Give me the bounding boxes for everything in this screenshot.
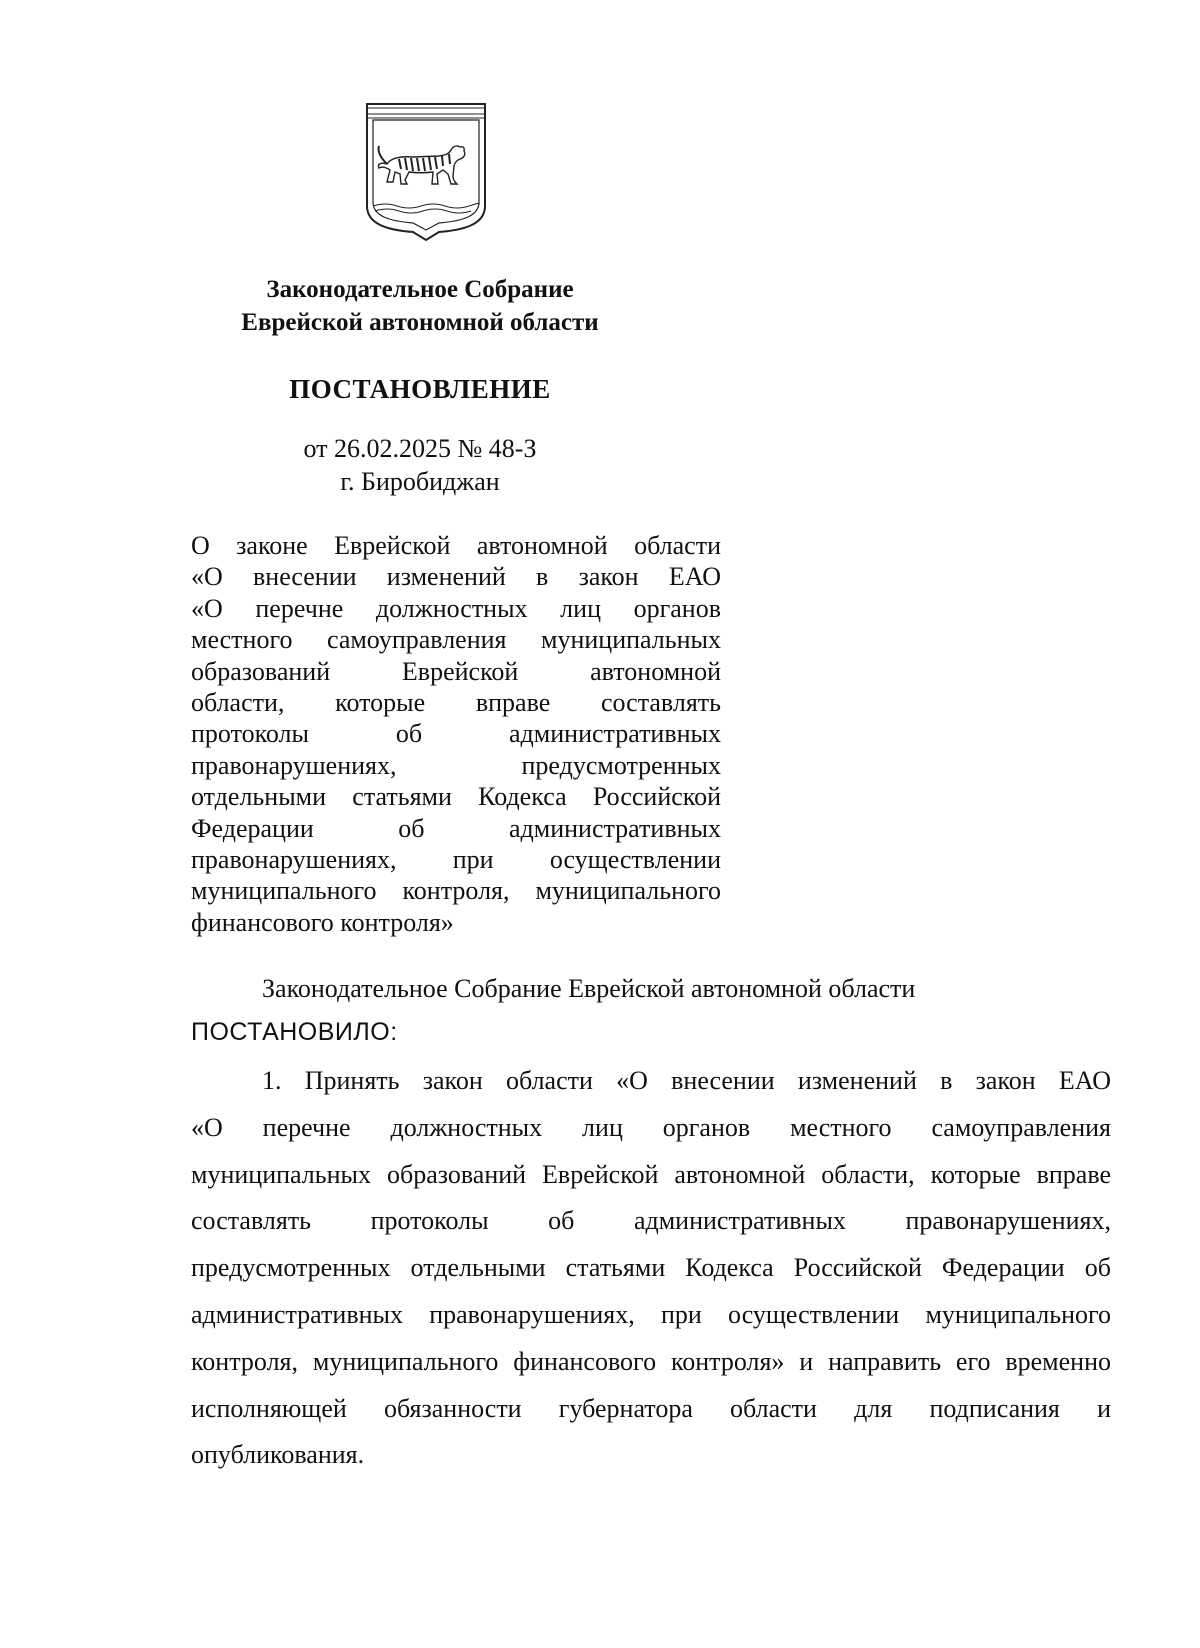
subject-line: местного самоуправления муниципальных [191,625,721,655]
paragraph-line: опубликования. [191,1440,365,1470]
subject-line: муниципального контроля, муниципального [191,876,721,906]
document-date-block [200,432,640,498]
subject-line: отдельными статьями Кодекса Российской [191,782,721,812]
paragraph-line: контроля, муниципального финансового контроля» и направить его временно [191,1346,1111,1376]
decree-word: ПОСТАНОВИЛО: [191,1018,398,1046]
subject-line: протоколы об административных [191,719,721,749]
coat-of-arms-icon [365,102,487,242]
subject-line: правонарушениях, при осуществлении [191,845,721,875]
document-date-number: от 26.02.2025 № 48-З [303,434,537,463]
paragraph-line: 1. Принять закон области «О внесении изменений в закон ЕАО [262,1066,1111,1095]
document-city: г. Биробиджан [340,467,500,496]
organization-name [200,273,640,339]
paragraph-line: исполняющей обязанности губернатора области для подписания и [191,1393,1111,1423]
subject-line: правонарушениях, предусмотренных [191,750,721,780]
paragraph-line: предусмотренных отдельными статьями Кодекса Российской Федерации об [191,1253,1111,1283]
subject-block [191,530,721,938]
paragraph-line: административных правонарушениях, при осуществлении муниципального [191,1299,1111,1329]
paragraph-line: «О перечне должностных лиц органов местного самоуправления [191,1112,1111,1142]
paragraph-line: составлять протоколы об административных правонарушениях, [191,1206,1111,1236]
subject-line: Федерации об административных [191,813,721,843]
subject-line: «О внесении изменений в закон ЕАО [191,562,721,592]
org-line-1: Законодательное Собрание [266,276,574,303]
paragraph-line: муниципальных образований Еврейской автономной области, которые вправе [191,1159,1111,1189]
subject-line: финансового контроля» [191,907,454,937]
paragraph-1 [191,1058,1111,1479]
subject-line: «О перечне должностных лиц органов [191,593,721,623]
subject-line: области, которые вправе составлять [191,688,721,718]
document-type: ПОСТАНОВЛЕНИЕ [289,374,551,404]
org-line-2: Еврейской автономной области [241,309,599,336]
subject-line: О законе Еврейской автономной области [191,531,721,560]
subject-line: образований Еврейской автономной [191,656,721,686]
preamble: Законодательное Собрание Еврейской автономной области [262,974,916,1003]
